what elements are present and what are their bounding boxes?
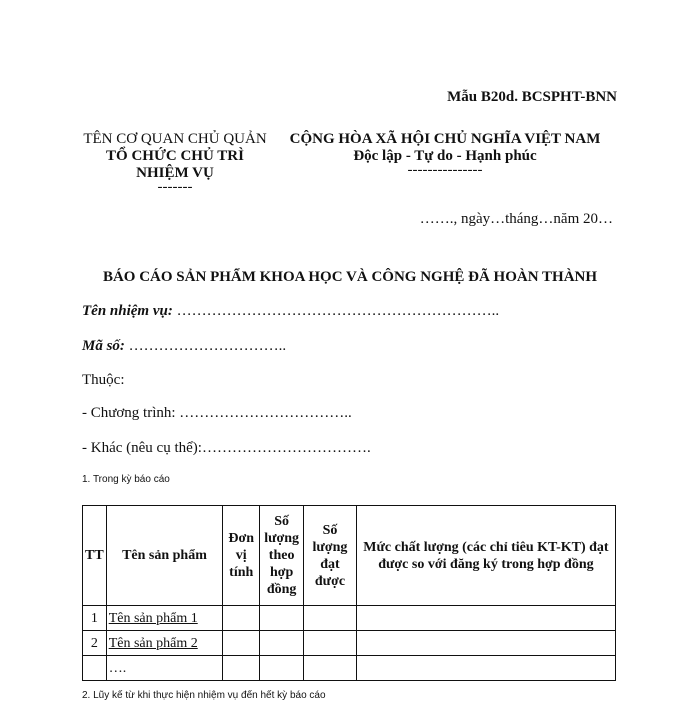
row-tt: 2 bbox=[83, 631, 107, 656]
form-code: Mẫu B20d. BCSPHT-BNN bbox=[447, 89, 617, 105]
code-field bbox=[82, 338, 286, 355]
table-row bbox=[83, 656, 616, 681]
row-tt bbox=[83, 656, 107, 681]
row-qty-contract[interactable] bbox=[260, 606, 304, 631]
motto-line: Độc lập - Tự do - Hạnh phúc bbox=[353, 148, 537, 164]
section-2-heading: 2. Lũy kế từ khi thực hiện nhiệm vụ đến hết kỳ báo cáo bbox=[82, 690, 326, 701]
row-qty-achieved[interactable] bbox=[304, 606, 357, 631]
left-header bbox=[72, 131, 278, 195]
program-field[interactable]: - Chương trình: …………………………….. bbox=[82, 405, 352, 421]
row-unit[interactable] bbox=[223, 606, 260, 631]
left-dash: ------- bbox=[157, 179, 193, 195]
task-name-field bbox=[82, 303, 499, 320]
header-product: Tên sản phẩm bbox=[106, 506, 223, 606]
code-dots[interactable]: ………………………….. bbox=[124, 338, 287, 354]
table-row bbox=[83, 631, 616, 656]
row-qty-contract[interactable] bbox=[260, 631, 304, 656]
right-header bbox=[287, 131, 603, 178]
task-name-label: Tên nhiệm vụ: bbox=[82, 303, 173, 319]
product-table bbox=[82, 505, 616, 681]
row-qty-achieved[interactable] bbox=[304, 656, 357, 681]
header-tt: TT bbox=[83, 506, 107, 606]
task-line: NHIỆM VỤ bbox=[136, 165, 214, 181]
header-qty-contract: Số lượng theo hợp đồng bbox=[260, 506, 304, 606]
row-quality[interactable] bbox=[356, 606, 615, 631]
row-product[interactable]: …. bbox=[106, 656, 223, 681]
organization-line: TỔ CHỨC CHỦ TRÌ bbox=[106, 148, 244, 164]
date-line: ……., ngày…tháng…năm 20… bbox=[419, 211, 613, 227]
task-name-dots[interactable]: ……………………………………………………….. bbox=[172, 303, 500, 319]
right-dash: --------------- bbox=[407, 162, 483, 178]
agency-line: TÊN CƠ QUAN CHỦ QUẢN bbox=[83, 131, 267, 147]
country-line: CỘNG HÒA XÃ HỘI CHỦ NGHĨA VIỆT NAM bbox=[289, 131, 601, 147]
header-unit: Đơn vị tính bbox=[223, 506, 260, 606]
row-quality[interactable] bbox=[356, 631, 615, 656]
other-field[interactable]: - Khác (nêu cụ thể):……………………………. bbox=[82, 440, 371, 456]
row-qty-achieved[interactable] bbox=[304, 631, 357, 656]
row-quality[interactable] bbox=[356, 656, 615, 681]
row-unit[interactable] bbox=[223, 656, 260, 681]
row-unit[interactable] bbox=[223, 631, 260, 656]
row-qty-contract[interactable] bbox=[260, 656, 304, 681]
section-1-heading: 1. Trong kỳ báo cáo bbox=[82, 474, 170, 485]
belongs-label: Thuộc: bbox=[82, 372, 125, 388]
report-title: BÁO CÁO SẢN PHẨM KHOA HỌC VÀ CÔNG NGHỆ ĐÃ HOÀN THÀNH bbox=[102, 269, 598, 285]
row-product[interactable]: Tên sản phẩm 1 bbox=[106, 606, 223, 631]
header-quality: Mức chất lượng (các chỉ tiêu KT-KT) đạt được so với đăng ký trong hợp đồng bbox=[356, 506, 615, 606]
code-label: Mã số: bbox=[82, 338, 125, 354]
row-tt: 1 bbox=[83, 606, 107, 631]
table-row bbox=[83, 606, 616, 631]
row-product[interactable]: Tên sản phẩm 2 bbox=[106, 631, 223, 656]
header-qty-achieved: Số lượng đạt được bbox=[304, 506, 357, 606]
table-header-row bbox=[83, 506, 616, 606]
